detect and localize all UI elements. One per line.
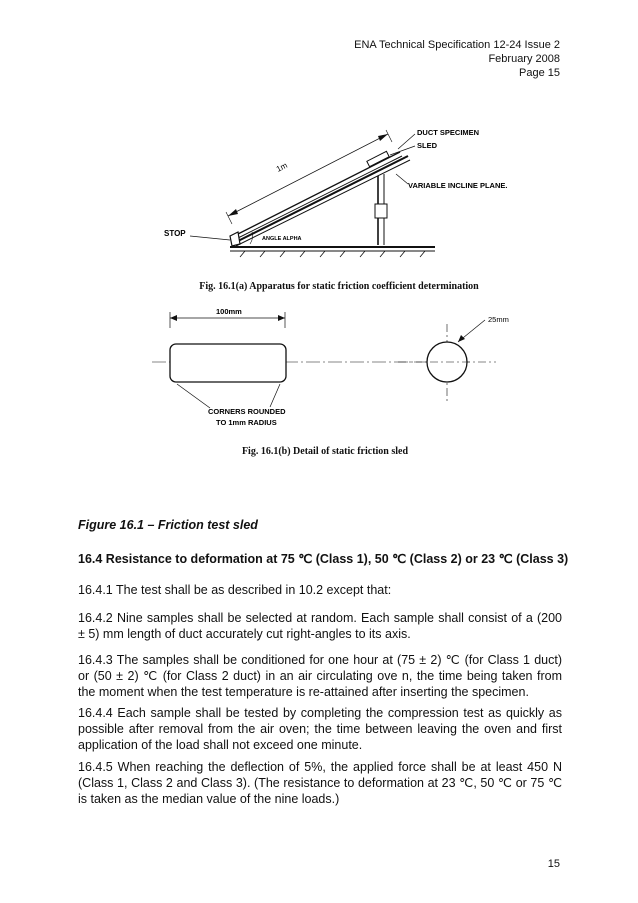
header-page: Page 15: [519, 67, 560, 79]
paragraph-16-4-4: 16.4.4 Each sample shall be tested by completing the compression test as quickly as possible after removal from the air oven; the time between leaving the oven and first application of the load shall not exceed one minute.: [78, 706, 562, 752]
page-header: [354, 38, 560, 80]
paragraph-16-4-2: 16.4.2 Nine samples shall be selected at random. Each sample shall consist of a (200 ± 5) mm length of duct accurately cut right-angles to its axis.: [78, 611, 562, 641]
label-duct-specimen: DUCT SPECIMEN: [417, 128, 480, 137]
paragraph-16-4-1: 16.4.1 The test shall be as described in 10.2 except that:: [78, 583, 392, 597]
label-corners-rounded: CORNERS ROUNDED: [208, 407, 286, 416]
paragraph-16-4-5: 16.4.5 When reaching the deflection of 5%, the applied force shall be at least 450 N (Class 1, Class 2 and Class 3). (The resistance to deformation at 23 ℃, 50 ℃ or 75 ℃ is taken as the median value of the nine loads.): [78, 760, 562, 806]
figure-title: Figure 16.1 – Friction test sled: [78, 518, 258, 532]
label-diameter-25mm: 25mm: [488, 315, 509, 324]
label-length-100mm: 100mm: [216, 307, 242, 316]
figure-a-caption: Fig. 16.1(a) Apparatus for static friction coefficient determination: [199, 281, 479, 292]
label-corner-radius: TO 1mm RADIUS: [216, 418, 277, 427]
label-angle-alpha: ANGLE ALPHA: [262, 236, 302, 242]
figure-sled-detail: [140, 304, 530, 434]
figure-b-caption: Fig. 16.1(b) Detail of static friction sled: [241, 446, 409, 457]
page-number: 15: [547, 858, 560, 870]
section-heading: 16.4 Resistance to deformation at 75 ℃ (Class 1), 50 ℃ (Class 2) or 23 ℃ (Class 3): [78, 552, 569, 566]
label-sled: SLED: [417, 141, 438, 150]
figure-incline-apparatus: [150, 112, 520, 262]
label-length-1m: 1m: [274, 160, 289, 174]
label-stop: STOP: [164, 229, 186, 238]
header-spec-title: ENA Technical Specification 12-24 Issue 2: [354, 39, 560, 51]
header-date: February 2008: [488, 53, 560, 65]
label-variable-incline-plane: VARIABLE INCLINE PLANE.: [408, 181, 508, 190]
paragraph-16-4-3: 16.4.3 The samples shall be conditioned for one hour at (75 ± 2) ℃ (for Class 1 duct) or (50 ± 2) ℃ (for Class 2 duct) in an air circulating ove n, the time being taken from the moment when the test temperature is re-attained after inserting the specimen.: [78, 653, 562, 699]
